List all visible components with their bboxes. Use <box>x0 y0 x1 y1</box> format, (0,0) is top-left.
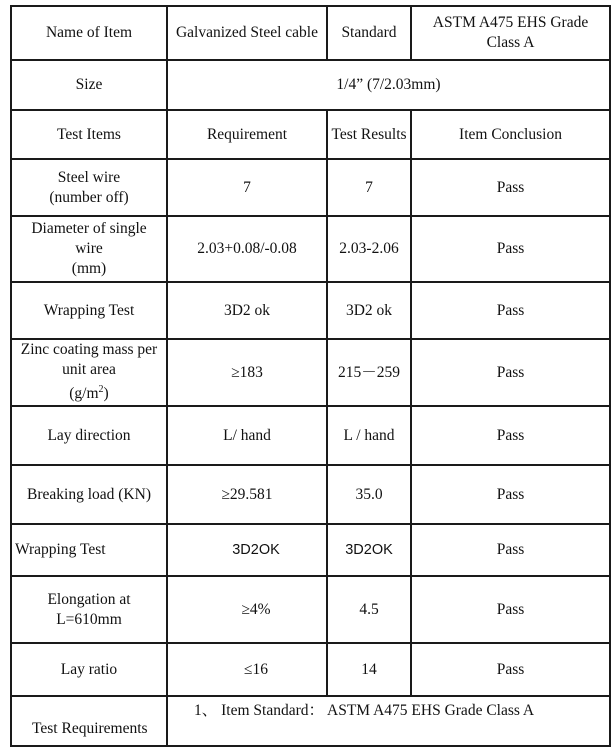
result-cell: 7 <box>327 159 411 216</box>
test-item-line: Steel wire <box>57 168 121 186</box>
requirement-cell: L/ hand <box>167 406 327 465</box>
conclusion-cell: Pass <box>411 643 610 696</box>
test-item-cell <box>11 216 167 282</box>
test-item-line: (mm) <box>71 260 107 277</box>
requirement-text: ≥4% <box>241 600 271 618</box>
name-of-item-label: Name of Item <box>11 6 167 60</box>
test-item-cell: Lay direction <box>11 406 167 465</box>
requirement-cell <box>167 524 327 576</box>
header-row <box>11 6 610 60</box>
test-item-line: unit area <box>62 361 116 379</box>
table-row <box>11 576 610 643</box>
test-requirements-text: 1、 Item Standard： ASTM A475 EHS Grade Class A <box>167 696 610 746</box>
test-item-cell: Wrapping Test <box>11 282 167 339</box>
conclusion-cell: Pass <box>411 216 610 282</box>
unit-text: (g/m <box>69 385 99 403</box>
size-row <box>11 60 610 110</box>
result-cell: 35.0 <box>327 465 411 524</box>
table-row <box>11 465 610 524</box>
col-test-results: Test Results <box>327 110 411 159</box>
conclusion-cell: Pass <box>411 159 610 216</box>
test-report-table <box>10 5 611 747</box>
requirement-cell: ≥29.581 <box>167 465 327 524</box>
test-item-line: Elongation at <box>47 590 131 608</box>
test-item-line: wire <box>75 240 103 257</box>
test-requirements-label: Test Requirements <box>11 696 167 746</box>
conclusion-cell: Pass <box>411 339 610 406</box>
test-item-line: L=610mm <box>56 610 122 628</box>
test-item-cell: Breaking load (KN) <box>11 465 167 524</box>
standard-value-line2: Class A <box>486 34 535 51</box>
test-item-cell <box>11 159 167 216</box>
requirement-cell: 2.03+0.08/-0.08 <box>167 216 327 282</box>
test-item-line: Diameter of single <box>31 220 147 237</box>
result-cell: 3D2 ok <box>327 282 411 339</box>
conclusion-cell: Pass <box>411 576 610 643</box>
col-test-items: Test Items <box>11 110 167 159</box>
name-of-item-value: Galvanized Steel cable <box>167 6 327 60</box>
col-requirement: Requirement <box>167 110 327 159</box>
test-item-cell: Lay ratio <box>11 643 167 696</box>
conclusion-cell: Pass <box>411 524 610 576</box>
size-label: Size <box>11 60 167 110</box>
unit-text: ) <box>103 385 109 403</box>
standard-value <box>411 6 610 60</box>
result-cell: 3D2OK <box>327 524 411 576</box>
table-row <box>11 524 610 576</box>
table-row <box>11 282 610 339</box>
table-row <box>11 216 610 282</box>
unit-superscript: 2 <box>98 384 104 396</box>
conclusion-cell: Pass <box>411 465 610 524</box>
test-item-cell <box>11 339 167 406</box>
test-item-line: Zinc coating mass per <box>20 341 158 359</box>
requirement-text: ≤16 <box>243 660 268 678</box>
standard-value-line1: ASTM A475 EHS Grade <box>432 14 589 31</box>
conclusion-cell: Pass <box>411 406 610 465</box>
result-cell: L / hand <box>327 406 411 465</box>
test-item-cell: Wrapping Test <box>11 524 167 576</box>
column-header-row <box>11 110 610 159</box>
requirement-cell <box>167 643 327 696</box>
test-requirements-row <box>11 696 610 746</box>
result-cell: 215－259 <box>327 339 411 406</box>
col-item-conclusion: Item Conclusion <box>411 110 610 159</box>
standard-label: Standard <box>327 6 411 60</box>
requirement-cell: 7 <box>167 159 327 216</box>
size-value: 1/4” (7/2.03mm) <box>167 60 610 110</box>
result-cell: 14 <box>327 643 411 696</box>
test-item-line: (number off) <box>49 188 129 206</box>
table-row <box>11 159 610 216</box>
test-item-line <box>14 380 164 404</box>
table-row <box>11 643 610 696</box>
result-cell: 2.03-2.06 <box>327 216 411 282</box>
result-cell: 4.5 <box>327 576 411 643</box>
conclusion-cell: Pass <box>411 282 610 339</box>
requirement-cell: 3D2 ok <box>167 282 327 339</box>
requirement-text: 3D2OK <box>232 542 280 558</box>
requirement-cell <box>167 576 327 643</box>
table-row <box>11 406 610 465</box>
test-item-cell <box>11 576 167 643</box>
table-row <box>11 339 610 406</box>
requirement-cell: ≥183 <box>167 339 327 406</box>
